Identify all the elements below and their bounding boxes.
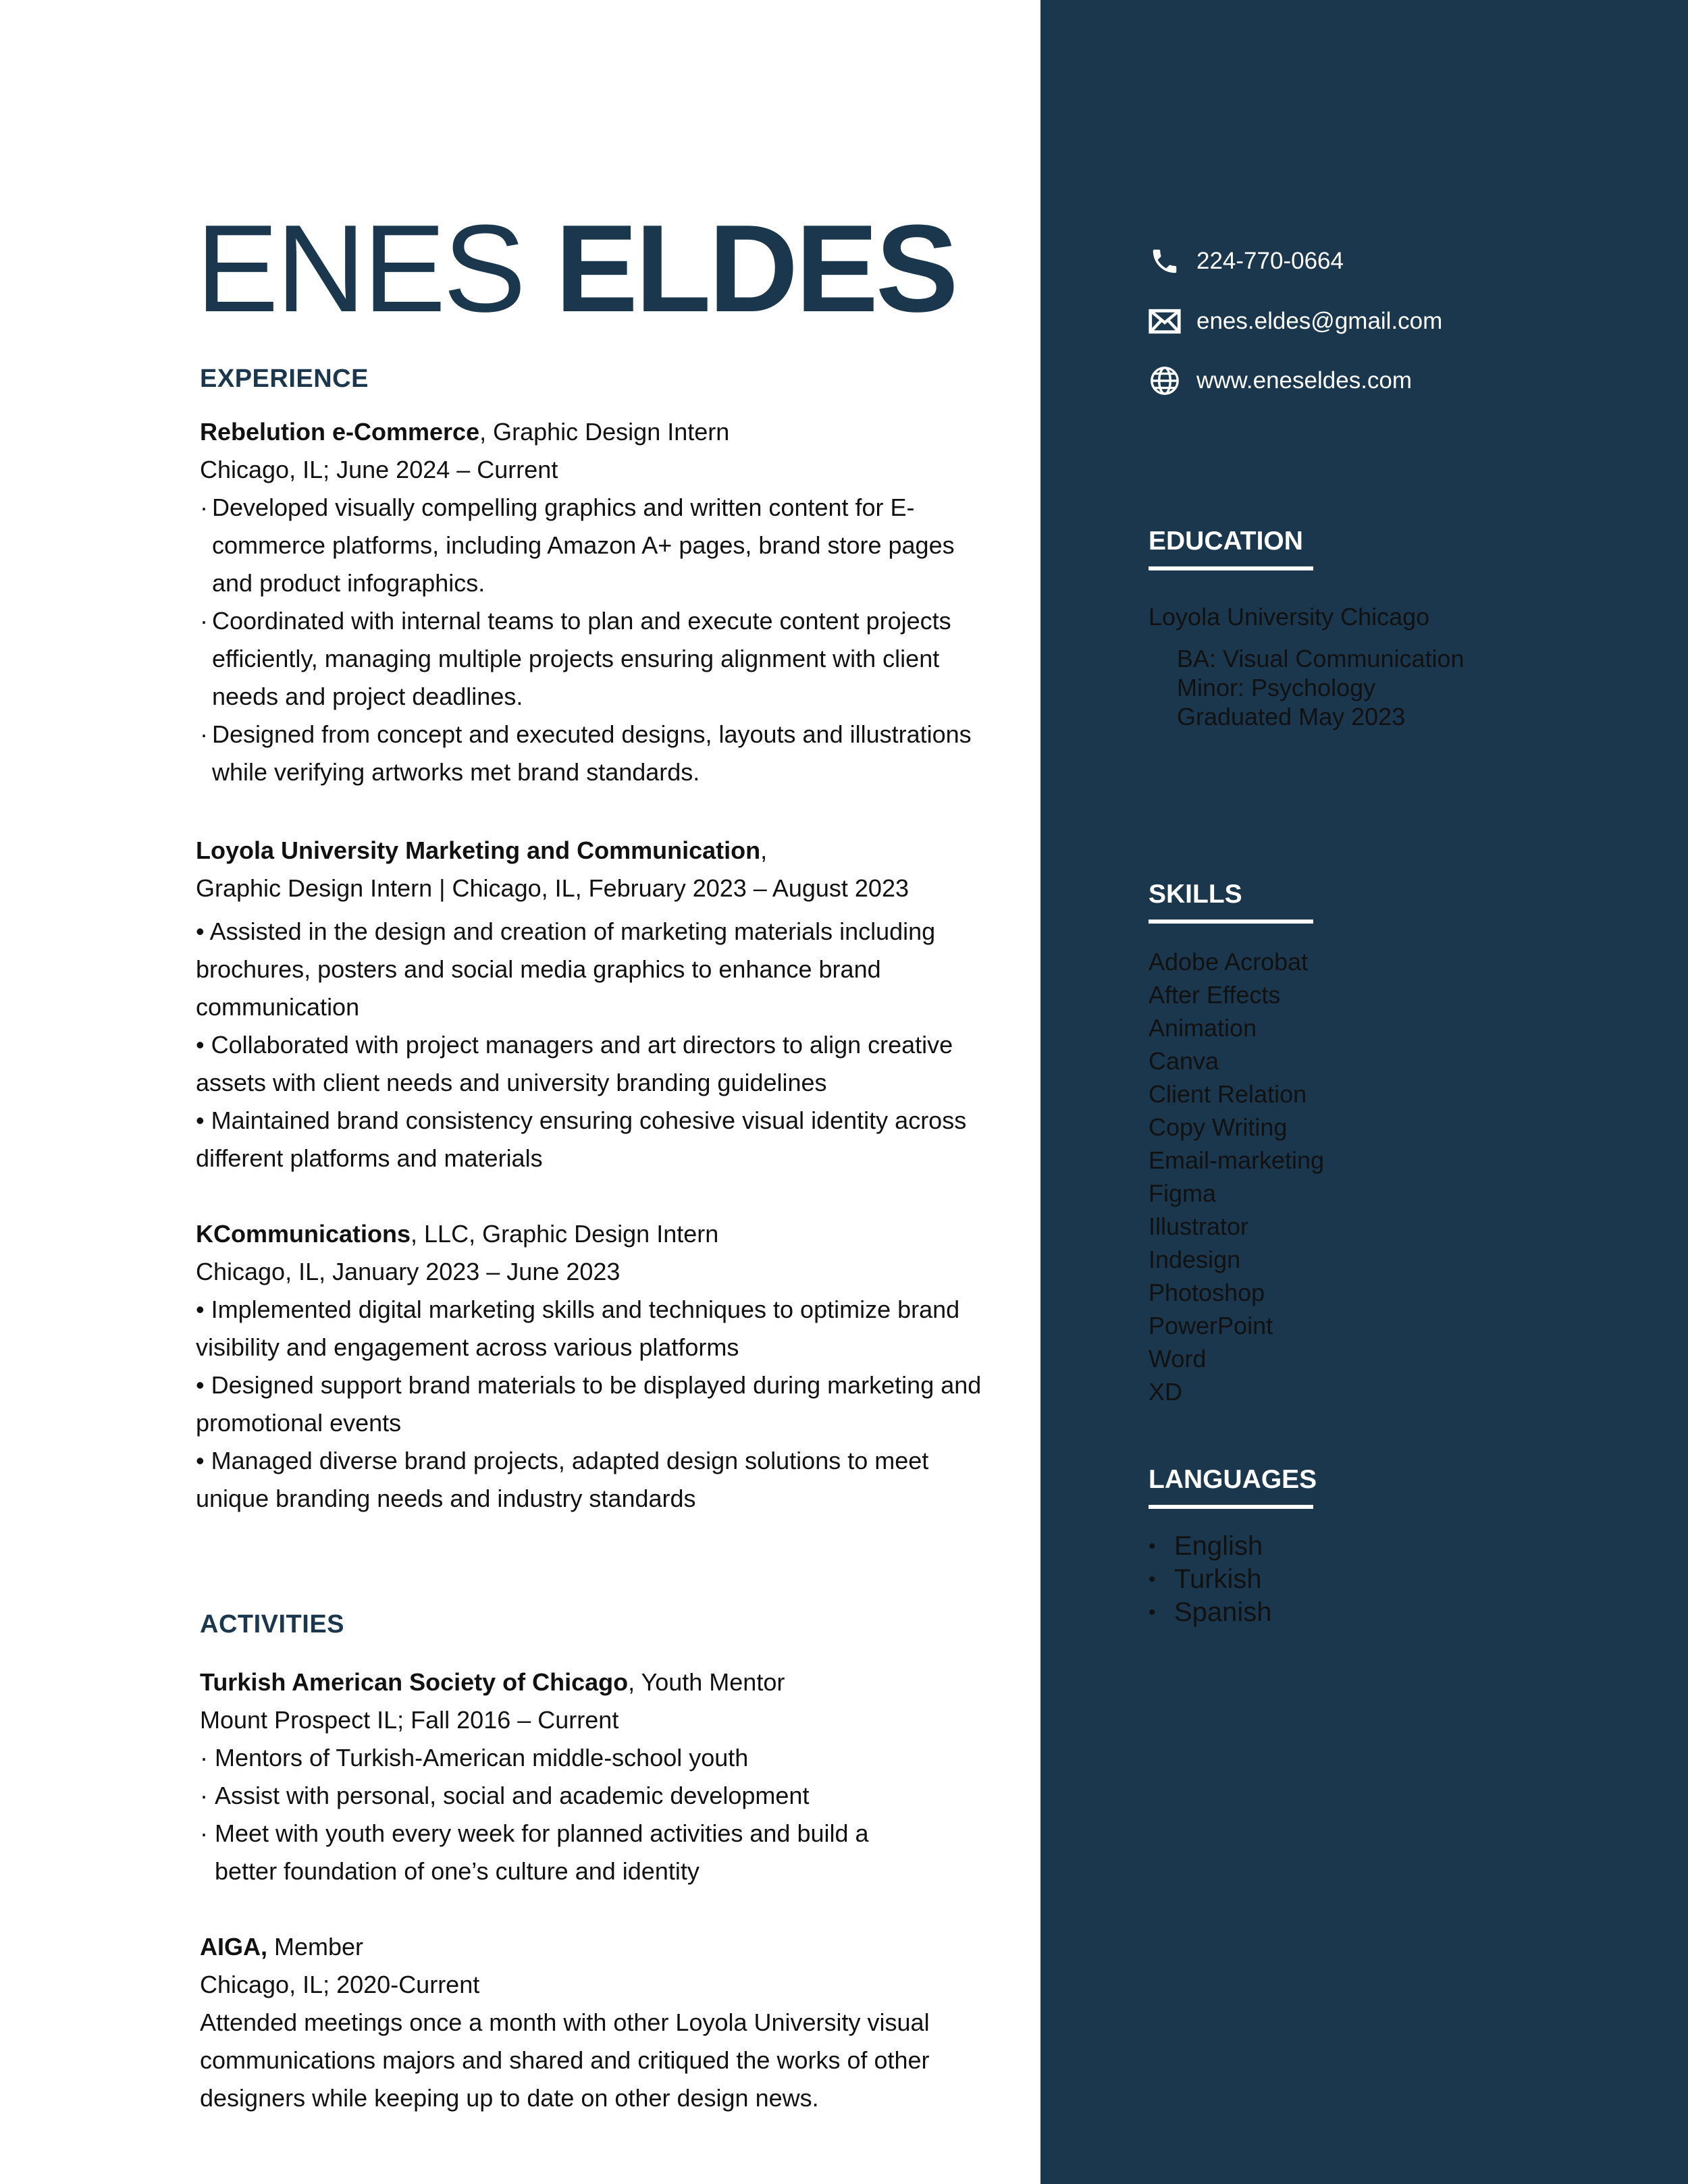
language-bullet: • — [1149, 1535, 1156, 1557]
languages-heading: LANGUAGES — [1149, 1465, 1317, 1494]
activity-meta: Mount Prospect IL; Fall 2016 – Current — [200, 1706, 619, 1734]
education-minor: Minor: Psychology — [1177, 674, 1376, 701]
language-bullet: • — [1149, 1568, 1156, 1591]
experience-org: Rebelution e-Commerce — [200, 418, 480, 446]
bullet-item: · Developed visually compelling graphics and written content for E-commerce platforms, including Amazon A+ pages, brand store pages and product infographics. — [200, 494, 955, 597]
bullet-item: • Assisted in the design and creation of marketing materials including brochures, posters and social media graphics to enhance brand communication — [196, 917, 936, 1021]
experience-role: , LLC, Graphic Design Intern — [411, 1220, 719, 1248]
bullet-item: • Designed support brand materials to be displayed during marketing and promotional events — [196, 1371, 982, 1437]
skill-item: Indesign — [1149, 1246, 1241, 1273]
activity-item — [200, 1663, 902, 1890]
candidate-name — [196, 198, 956, 338]
activity-meta: Chicago, IL; 2020-Current — [200, 1971, 480, 1998]
activity-role: , Youth Mentor — [628, 1668, 785, 1696]
phone-icon — [1148, 244, 1182, 278]
experience-role: , — [760, 836, 768, 864]
bullet-item: · Coordinated with internal teams to plan and execute content projects efficiently, managing multiple projects ensuring alignment with client needs and project deadlines. — [200, 607, 951, 710]
skill-item: Adobe Acrobat — [1149, 948, 1309, 976]
skill-item: Illustrator — [1149, 1213, 1249, 1240]
globe-icon — [1148, 364, 1182, 398]
website-url[interactable]: www.eneseldes.com — [1196, 367, 1413, 394]
experience-org: KCommunications — [196, 1220, 411, 1248]
languages-underline — [1149, 1505, 1313, 1509]
experience-meta: Chicago, IL; June 2024 – Current — [200, 456, 558, 483]
skill-item: Word — [1149, 1345, 1207, 1373]
experience-org: Loyola University Marketing and Communication — [196, 836, 761, 864]
bullet-item: • Collaborated with project managers and art directors to align creative assets with client needs and university branding guidelines — [196, 1031, 953, 1096]
language-item: • Turkish — [1149, 1563, 1272, 1596]
last-name: ELDES — [555, 198, 956, 338]
skills-underline — [1149, 920, 1313, 924]
skill-item: PowerPoint — [1149, 1312, 1273, 1339]
activity-org: AIGA, — [200, 1933, 268, 1961]
skill-item: Photoshop — [1149, 1279, 1265, 1306]
activities-heading: ACTIVITIES — [200, 1610, 345, 1639]
skill-item: XD — [1149, 1378, 1183, 1406]
contact-website — [1148, 364, 1412, 398]
skill-item: Canva — [1149, 1047, 1219, 1075]
languages-list — [1149, 1530, 1272, 1629]
bullet-item: · Meet with youth every week for planned activities and build a better foundation of one’s culture and identity — [200, 1819, 869, 1885]
first-name: ENES — [196, 198, 524, 338]
bullet-item: • Maintained brand consistency ensuring cohesive visual identity across different platforms and materials — [196, 1107, 967, 1172]
experience-item — [196, 832, 1006, 1177]
education-details — [1177, 644, 1465, 731]
language-bullet: • — [1149, 1601, 1156, 1624]
contact-phone — [1148, 244, 1344, 278]
education-graduated: Graduated May 2023 — [1177, 703, 1406, 730]
skills-heading: SKILLS — [1149, 880, 1242, 909]
activity-org: Turkish American Society of Chicago — [200, 1668, 629, 1696]
skill-item: Client Relation — [1149, 1080, 1307, 1108]
experience-item — [200, 413, 997, 791]
activity-role: Member — [267, 1933, 364, 1961]
education-school: Loyola University Chicago — [1149, 603, 1430, 631]
language-item: • English — [1149, 1530, 1272, 1563]
bullet-item: · Assist with personal, social and academic development — [200, 1782, 810, 1809]
skill-item: Animation — [1149, 1014, 1257, 1042]
experience-meta: Chicago, IL, January 2023 – June 2023 — [196, 1258, 621, 1285]
phone-number[interactable]: 224-770-0664 — [1196, 248, 1344, 274]
contact-email — [1148, 304, 1442, 338]
bullet-item: · Designed from concept and executed designs, layouts and illustrations while verifying artworks met brand standards. — [200, 720, 972, 786]
experience-role: , Graphic Design Intern — [479, 418, 730, 446]
bullet-item: • Managed diverse brand projects, adapted design solutions to meet unique branding needs and industry standards — [196, 1447, 929, 1512]
skill-item: Copy Writing — [1149, 1113, 1288, 1141]
skill-item: Email-marketing — [1149, 1146, 1325, 1174]
skill-item: After Effects — [1149, 981, 1281, 1009]
education-underline — [1149, 566, 1313, 570]
education-heading: EDUCATION — [1149, 527, 1303, 556]
experience-heading: EXPERIENCE — [200, 365, 369, 393]
bullet-item: · Mentors of Turkish-American middle-school youth — [200, 1744, 749, 1772]
experience-meta: Graphic Design Intern | Chicago, IL, February 2023 – August 2023 — [196, 874, 909, 902]
envelope-icon — [1148, 304, 1182, 338]
education-degree: BA: Visual Communication — [1177, 645, 1465, 672]
skill-item: Figma — [1149, 1179, 1217, 1207]
email-address[interactable]: enes.eldes@gmail.com — [1196, 308, 1443, 334]
activity-description: Attended meetings once a month with other Loyola University visual communications majors and shared and critiqued the works of other designers while keeping up to date on other design news. — [200, 2008, 930, 2112]
activity-item — [200, 1928, 970, 2117]
language-item: • Spanish — [1149, 1596, 1272, 1629]
skills-list — [1149, 945, 1324, 1408]
bullet-item: • Implemented digital marketing skills and techniques to optimize brand visibility and engagement across various platforms — [196, 1296, 960, 1361]
experience-item — [196, 1215, 1006, 1518]
